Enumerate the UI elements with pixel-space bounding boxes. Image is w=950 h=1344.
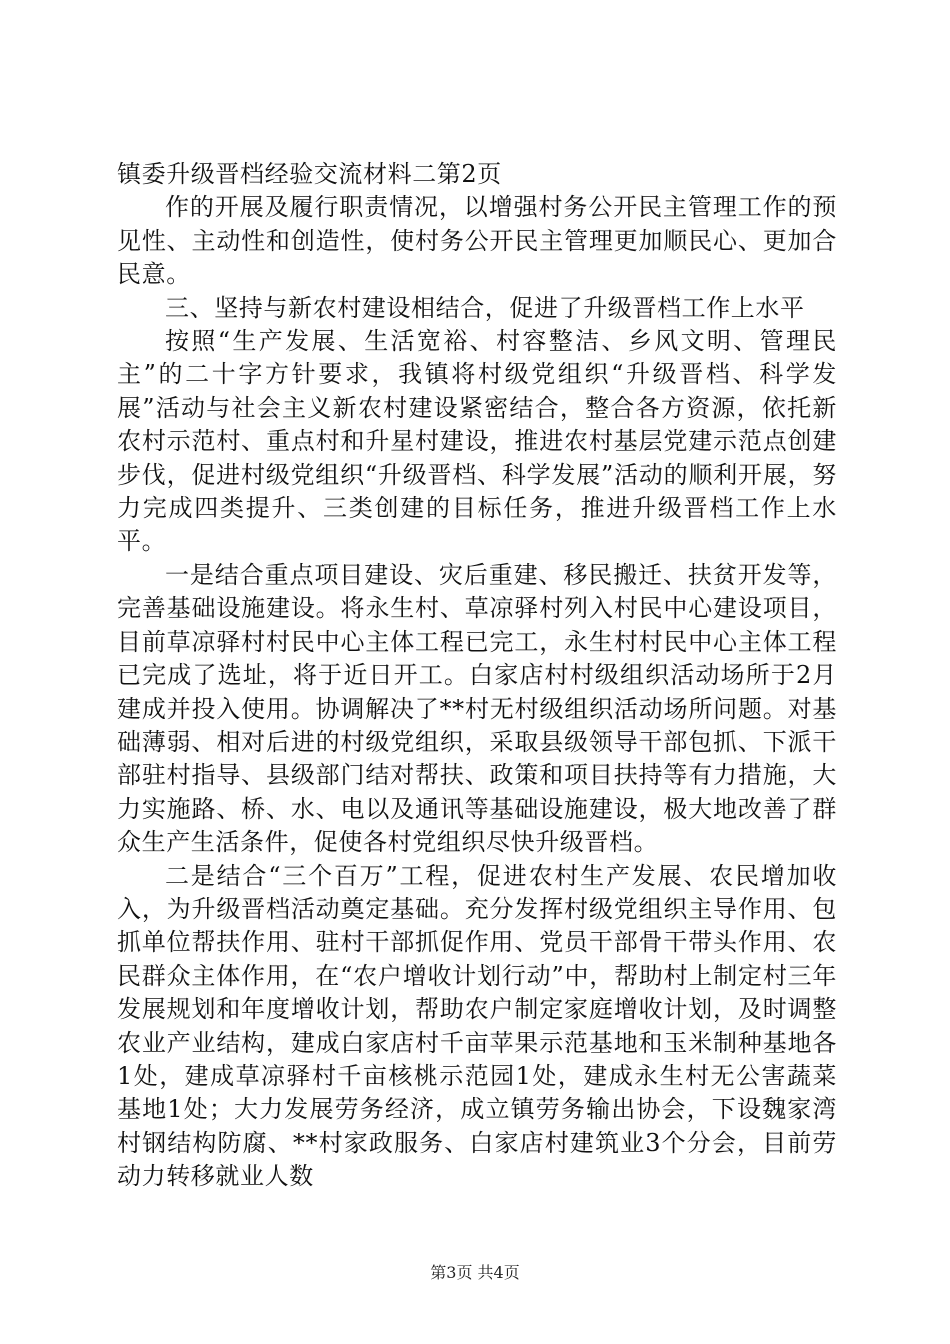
paragraph-section-3-intro: 按照“生产发展、生活宽裕、村容整洁、乡风文明、管理民主”的二十字方针要求，我镇将村级党组织“升级晋档、科学发展”活动与社会主义新农村建设紧密结合，整合各方资源，依托新农村示范村、重点村和升星村建设，推进农村基层党建示范点创建步伐，促进村级党组织“升级晋档、科学发展”活动的顺利开展，努力完成四类提升、三类创建的目标任务，推进升级晋档工作上水平。 bbox=[117, 327, 837, 556]
paragraph-point-1: 一是结合重点项目建设、灾后重建、移民搬迁、扶贫开发等，完善基础设施建设。将永生村、草凉驿村列入村民中心建设项目，目前草凉驿村村民中心主体工程已完工，永生村村民中心主体工程已完成了选址，将于近日开工。白家店村村级组织活动场所于2月建成并投入使用。协调解决了**村无村级组织活动场所问题。对基础薄弱、相对后进的村级党组织，采取县级领导干部包抓、下派干部驻村指导、县级部门结对帮扶、政策和项目扶持等有力措施，大力实施路、桥、水、电以及通讯等基础设施建设，极大地改善了群众生产生活条件，促使各村党组织尽快升级晋档。 bbox=[117, 560, 837, 857]
page-footer: 第3页 共4页 bbox=[430, 1263, 520, 1282]
paragraph-point-2: 二是结合“三个百万”工程，促进农村生产发展、农民增加收入，为升级晋档活动奠定基础。充分发挥村级党组织主导作用、包抓单位帮扶作用、驻村干部抓促作用、党员干部骨干带头作用、农民群众主体作用，在“农户增收计划行动”中，帮助村上制定村三年发展规划和年度增收计划，帮助农户制定家庭增收计划，及时调整农业产业结构，建成白家店村千亩苹果示范基地和玉米制种基地各1处，建成草凉驿村千亩核桃示范园1处，建成永生村无公害蔬菜基地1处；大力发展劳务经济，成立镇劳务输出协会，下设魏家湾村钢结构防腐、**村家政服务、白家店村建筑业3个分会，目前劳动力转移就业人数 bbox=[117, 861, 837, 1191]
document-body bbox=[117, 158, 837, 1194]
document-title: 镇委升级晋档经验交流材料二第2页 bbox=[117, 160, 502, 188]
paragraph-continuation: 作的开展及履行职责情况，以增强村务公开民主管理工作的预见性、主动性和创造性，使村务公开民主管理更加顺民心、更加合民意。 bbox=[117, 193, 837, 289]
section-heading-3: 三、坚持与新农村建设相结合，促进了升级晋档工作上水平 bbox=[165, 293, 805, 322]
